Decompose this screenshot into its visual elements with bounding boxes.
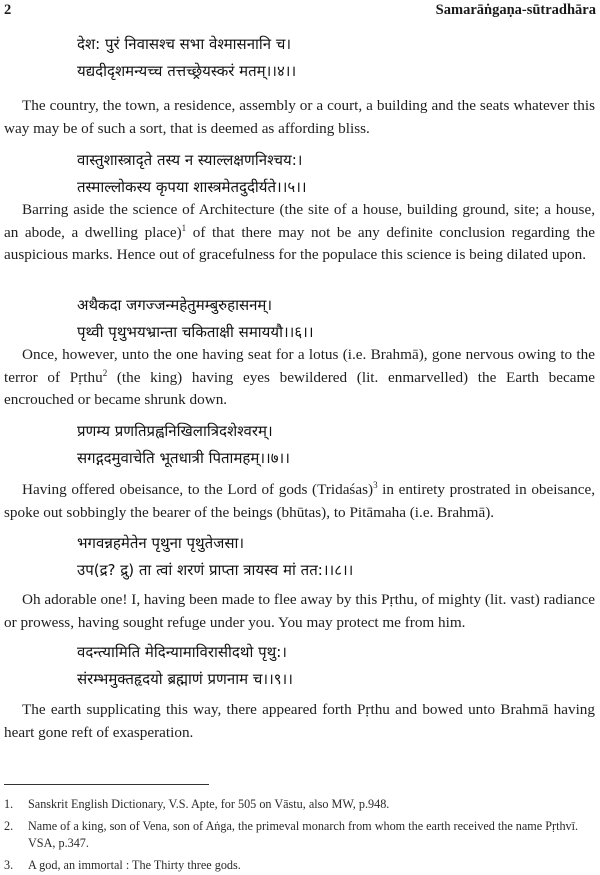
verse-line: पृथ्वी पृथुभयभ्रान्ता चकिताक्षी समाययौ।।६।।	[77, 323, 314, 341]
footnote-ref-3[interactable]: 3	[373, 479, 378, 490]
verse-line: अथैकदा जगज्जन्महेतुमम्बुरुहासनम्।	[77, 296, 273, 314]
verse-line: तस्माल्लोकस्य कृपया शास्त्रमेतदुदीर्यते।।५।।	[77, 178, 307, 196]
verse-line: उप(द्र? द्रु) ता त्वां शरणं प्राप्ता त्रायस्व मां तत:।।८।।	[77, 561, 354, 579]
footnote-1: 1. Sanskrit English Dictionary, V.S. Apte, for 505 on Vāstu, also MW, p.948.	[4, 797, 390, 811]
footnote-3: 3. A god, an immortal : The Thirty three gods.	[4, 858, 241, 872]
translation-5: Barring aside the science of Architecture (the site of a house, building ground, site; a house, an abode, a dwelling place)$^1$ of that there may not be any definite conclusion regarding the auspicious marks. Hence out of gracefulness for the populace this science is being dilated upon.	[4, 201, 595, 263]
translation-7: Having offered obeisance, to the Lord of gods (Tridaśas)$^3$ in entirety prostrated in obeisance, spoke out sobbingly the bearer of the beings (bhūtas), to Pitāmaha (i.e. Brahmā).	[4, 479, 595, 521]
verse-4	[77, 31, 296, 85]
page-number: 2	[4, 2, 12, 18]
verse-line: प्रणम्य प्रणतिप्रह्वनिखिलात्रिदशेश्वरम्।	[77, 422, 273, 440]
verse-line: वदन्त्यामिति मेदिन्यामाविरासीदथो पृथु:।	[77, 643, 287, 661]
verse-6	[77, 292, 314, 346]
page-header	[4, 2, 596, 22]
footnote-ref-1[interactable]: 1	[181, 222, 187, 233]
verse-5	[77, 147, 307, 201]
running-title: Samarāṅgaṇa-sūtradhāra	[435, 2, 596, 18]
verse-line: यद्यदीदृशमन्यच्च तत्तच्छ्रेयस्करं मतम्।।४।।	[77, 62, 297, 80]
footnote-2: 2. Name of a king, son of Vena, son of Aṅga, the primeval monarch from whom the earth received the name Pṛthvī. VSA, p.347.	[4, 819, 579, 850]
verse-8	[77, 530, 353, 584]
verse-9	[77, 639, 293, 693]
verse-7	[77, 418, 290, 472]
translation-9: The earth supplicating this way, there appeared forth Pṛthu and bowed unto Brahmā having heart gone reft of exasperation.	[4, 701, 595, 741]
footnote-divider	[4, 784, 209, 785]
verse-line: सगद्गदमुवाचेति भूतधात्री पितामहम्।।७।।	[77, 449, 290, 467]
verse-line: संरम्भमुक्तहृदयो ब्रह्माणं प्रणनाम च।।९।।	[77, 670, 293, 688]
verse-line: देश: पुरं निवासश्च सभा वेश्मासनानि च।	[77, 35, 292, 53]
translation-6: Once, however, unto the one having seat for a lotus (i.e. Brahmā), gone nervous owing to the terror of Pṛthu$^2$ (the king) having eyes bewildered (lit. enmarvelled) the Earth became encrouched or became shrunk down.	[4, 346, 596, 408]
translation-8: Oh adorable one! I, having been made to flee away by this Pṛthu, of mighty (lit. vast) radiance or prowess, having sought refuge under you. You may protect me from him.	[4, 591, 595, 631]
verse-line: भगवन्नहमेतेन पृथुना पृथुतेजसा।	[77, 534, 245, 552]
verse-line: वास्तुशास्त्रादृते तस्य न स्याल्लक्षणनिश्चय:।	[77, 151, 303, 169]
translation-4: The country, the town, a residence, assembly or a court, a building and the seats whatever this way may be of such a sort, that is deemed as affording bliss.	[4, 97, 595, 137]
footnote-ref-2[interactable]: 2	[102, 367, 108, 378]
